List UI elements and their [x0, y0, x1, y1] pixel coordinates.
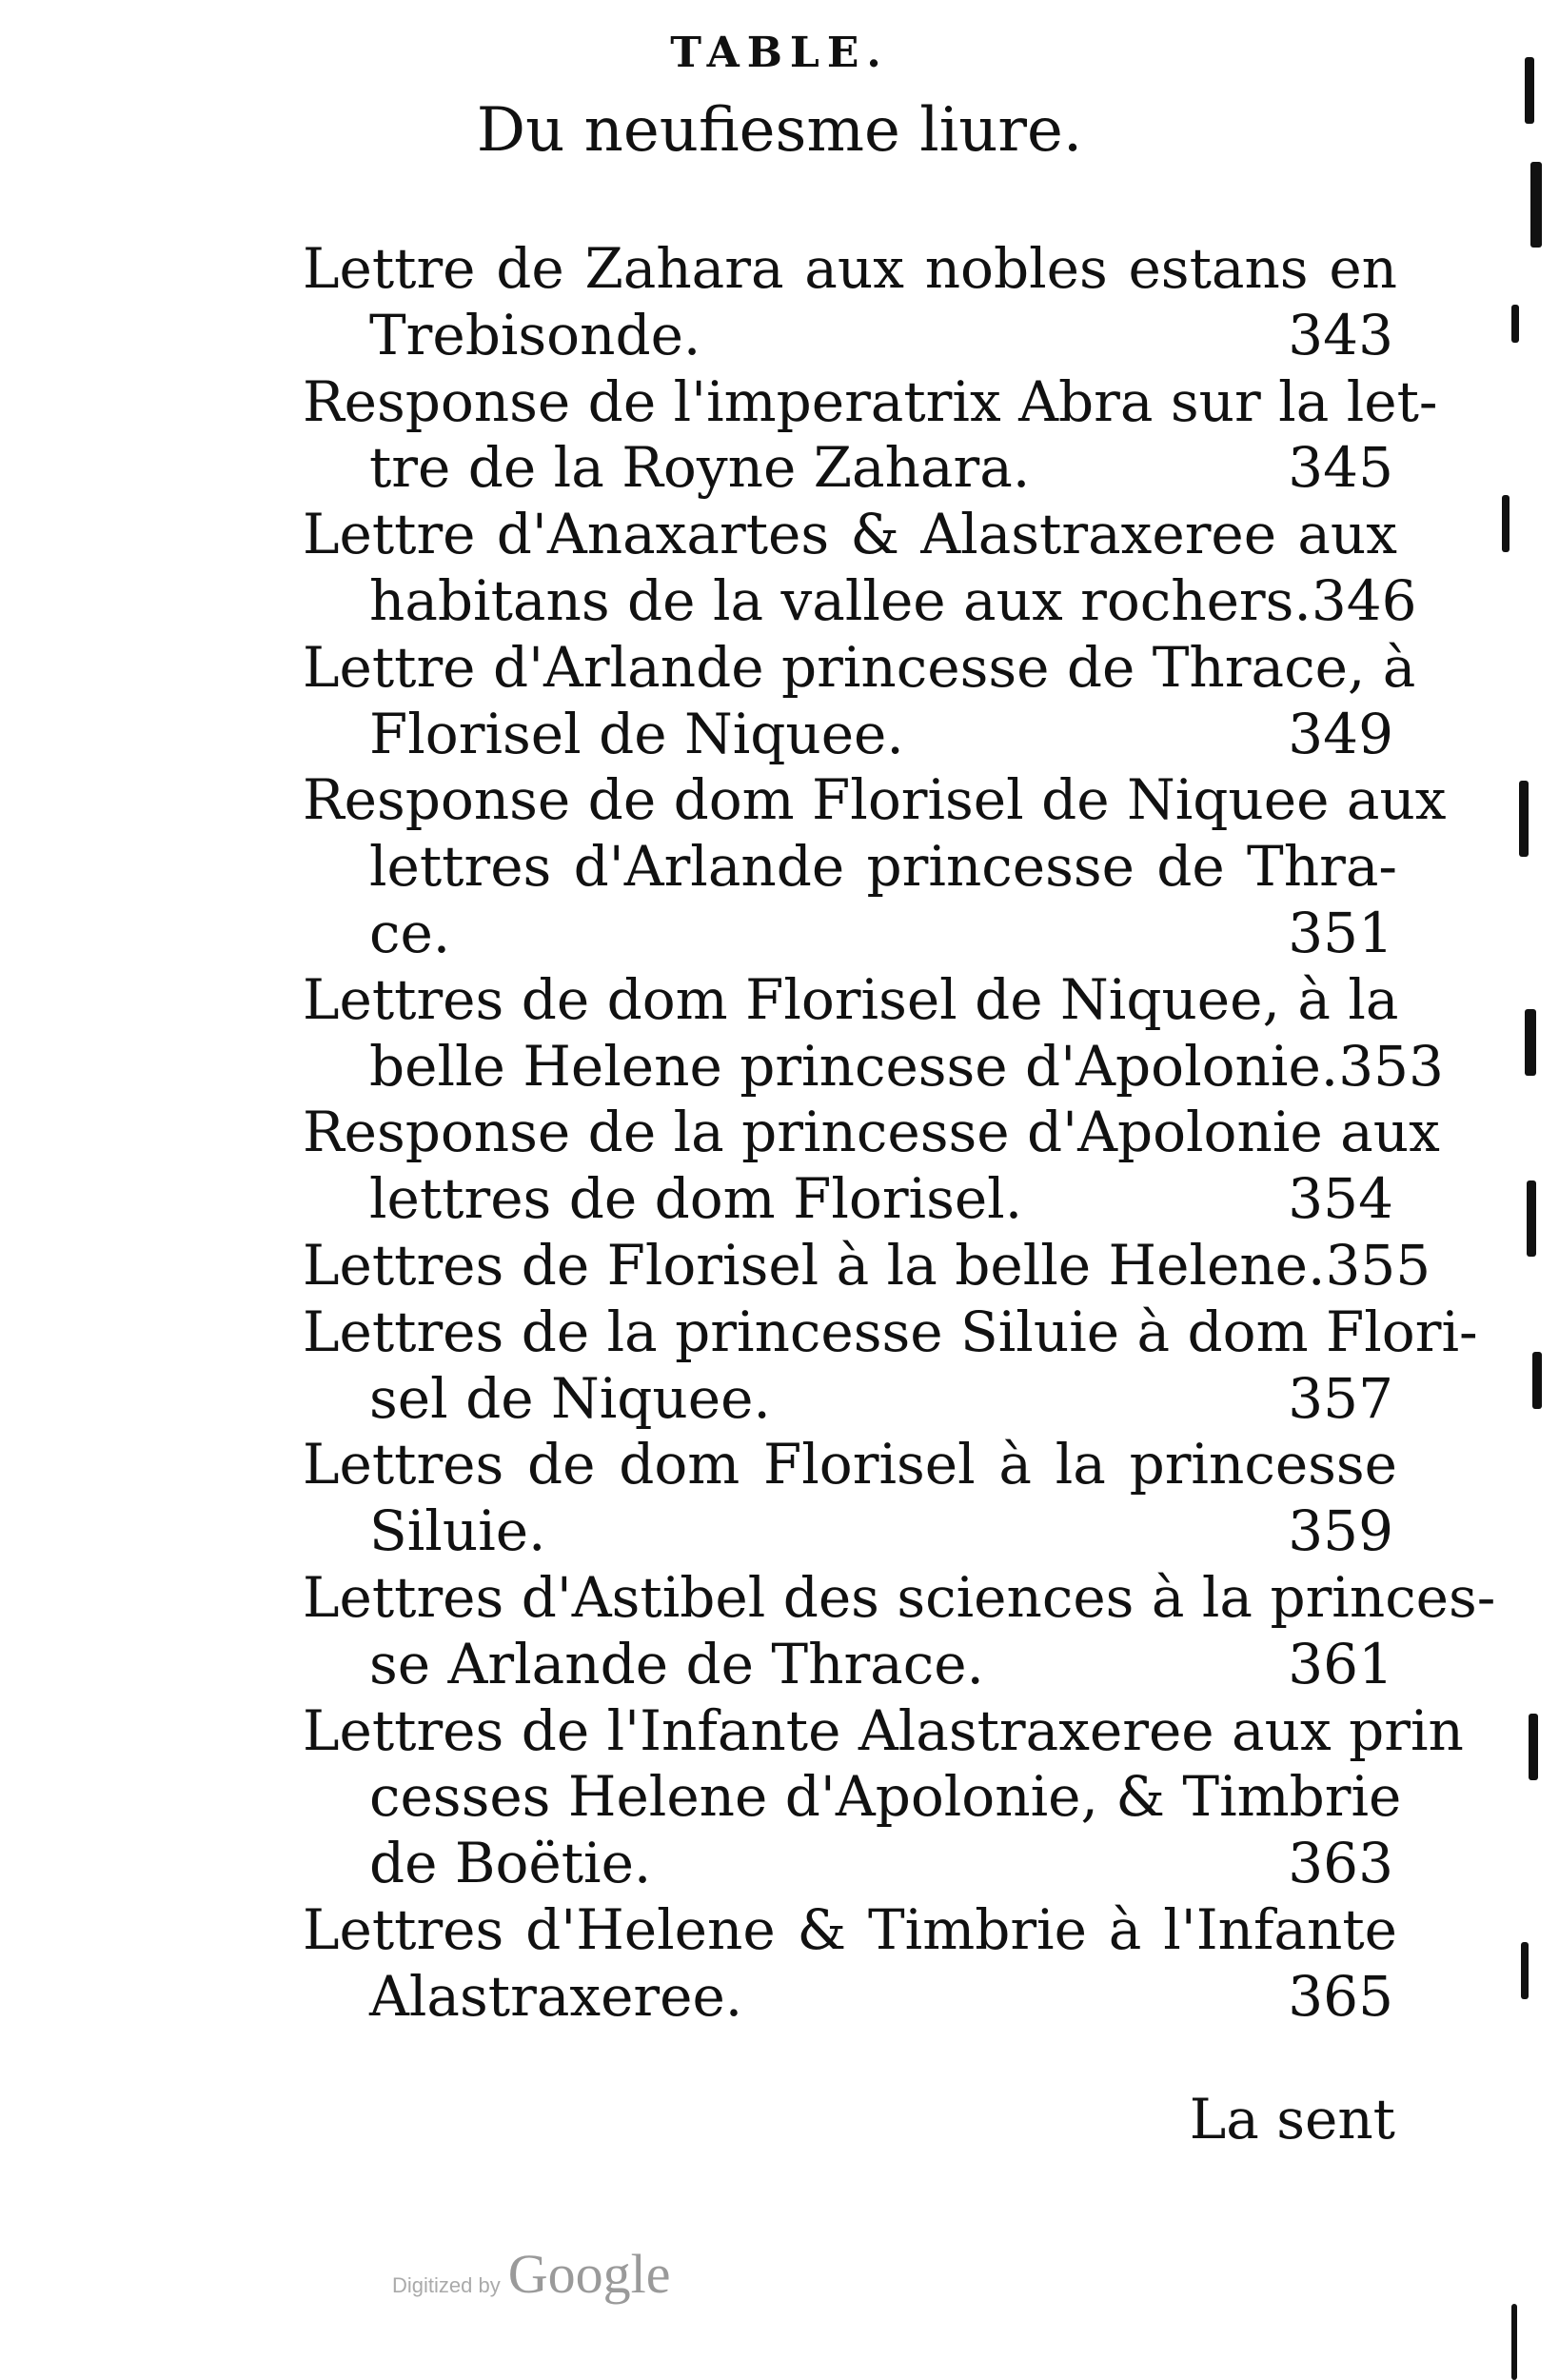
entry-text: cesses Helene d'Apolonie, & Timbrie [369, 1764, 1402, 1830]
toc-entry-line [303, 1299, 1478, 1366]
toc-entry-line [303, 1033, 1444, 1101]
page-number: 365 [1288, 1963, 1393, 2029]
page-number: 359 [1288, 1498, 1393, 1564]
page-number: 363 [1288, 1831, 1393, 1896]
page-number: 345 [1288, 435, 1393, 501]
toc-entry-line [303, 634, 1416, 702]
toc-entry [303, 1897, 1397, 2031]
entry-text: Response de la princesse d'Apolonie aux [303, 1100, 1440, 1165]
entry-text: sel de Niquee. [369, 1365, 771, 1431]
page-number: 361 [1288, 1631, 1393, 1696]
toc-entry-line [303, 1498, 1397, 1565]
entry-text: Lettre d'Arlande princesse de Thrace, à [303, 634, 1416, 700]
toc-entry-line [303, 967, 1397, 1034]
toc-entry [303, 1100, 1440, 1233]
toc-entry-line [303, 1100, 1440, 1166]
toc-entry-line [303, 834, 1397, 901]
section-title: Du neufiesme liure. [476, 95, 1083, 166]
entry-text: Lettres de Florisel à la belle Helene. [303, 1232, 1326, 1298]
toc-entry-line [303, 567, 1417, 635]
entry-text: Lettres d'Astibel des sciences à la princes- [303, 1564, 1496, 1630]
watermark-prefix: Digitized by [392, 2273, 501, 2297]
page-number: 357 [1288, 1365, 1393, 1431]
running-head: TABLE. [670, 29, 889, 77]
toc-entry-line [303, 502, 1397, 568]
toc-entry [303, 502, 1417, 635]
toc-entry [303, 1432, 1397, 1565]
toc-entry [303, 767, 1447, 966]
entry-text: Siluie. [369, 1498, 546, 1564]
entry-text: Response de l'imperatrix Abra sur la let- [303, 368, 1438, 434]
toc-entry [303, 966, 1444, 1101]
toc-entry-line [303, 1831, 1397, 1897]
page-number: 346 [1311, 567, 1417, 633]
toc-entry-line [303, 435, 1397, 502]
toc-entry-line [303, 1432, 1397, 1498]
toc-entry [303, 1299, 1478, 1433]
entry-text: lettres de dom Florisel. [369, 1166, 1023, 1232]
entry-text: ce. [369, 900, 451, 965]
entry-text: Lettres de dom Florisel à la princesse [303, 1432, 1397, 1497]
toc-entry-line [303, 702, 1397, 768]
toc-entry [303, 1697, 1464, 1897]
entry-text: lettres d'Arlande princesse de Thra- [369, 834, 1397, 900]
page-number: 353 [1338, 1033, 1444, 1099]
entry-text: tre de la Royne Zahara. [369, 435, 1031, 501]
toc-entry-line [303, 368, 1438, 436]
entry-text: Florisel de Niquee. [369, 701, 904, 766]
entry-text: Trebisonde. [369, 302, 701, 367]
digitized-watermark [392, 2242, 670, 2306]
toc-entry-line [303, 767, 1447, 834]
toc-entry-line [303, 236, 1397, 303]
page-number: 354 [1288, 1166, 1393, 1232]
toc-entry-line [303, 303, 1397, 369]
toc-entry [303, 634, 1416, 768]
google-logo: Google [507, 2243, 671, 2305]
page-number: 349 [1288, 701, 1393, 766]
entry-text: Lettres de l'Infante Alastraxeree aux prin [303, 1697, 1464, 1763]
toc-entry-line [303, 1632, 1397, 1698]
entry-text: Lettres de la princesse Siluie à dom Flori- [303, 1299, 1478, 1364]
page-number: 351 [1288, 900, 1393, 965]
toc-entry-line [303, 901, 1397, 967]
page-number: 355 [1325, 1232, 1431, 1298]
toc-entry-line [303, 1232, 1431, 1299]
catchword: La sent [1189, 2087, 1395, 2152]
toc-entry [303, 368, 1438, 503]
toc-entry-line [303, 1366, 1397, 1433]
entry-text: Lettres d'Helene & Timbrie à l'Infante [303, 1896, 1397, 1962]
toc-entry-line [303, 1897, 1397, 1964]
entry-text: de Boëtie. [369, 1831, 652, 1896]
toc-entry-line [303, 1697, 1464, 1765]
table-of-contents [303, 236, 1496, 2031]
toc-entry [303, 1232, 1431, 1299]
entry-text: habitans de la vallee aux rochers. [369, 567, 1312, 633]
toc-entry [303, 1564, 1496, 1698]
entry-text: Lettre d'Anaxartes & Alastraxeree aux [303, 502, 1397, 567]
entry-text: Lettres de dom Florisel de Niquee, à la [303, 966, 1399, 1032]
toc-entry-line [303, 1564, 1496, 1632]
page-number: 343 [1288, 302, 1393, 367]
entry-text: Response de dom Florisel de Niquee aux [303, 767, 1447, 833]
toc-entry-line [303, 1964, 1397, 2031]
toc-entry-line [303, 1166, 1397, 1233]
toc-entry [303, 236, 1397, 369]
page-edge-marks [1483, 0, 1559, 2380]
entry-text: belle Helene princesse d'Apolonie. [369, 1033, 1339, 1099]
entry-text: Lettre de Zahara aux nobles estans en [303, 236, 1397, 301]
entry-text: se Arlande de Thrace. [369, 1631, 984, 1696]
entry-text: Alastraxeree. [369, 1963, 743, 2029]
toc-entry-line [303, 1764, 1402, 1831]
